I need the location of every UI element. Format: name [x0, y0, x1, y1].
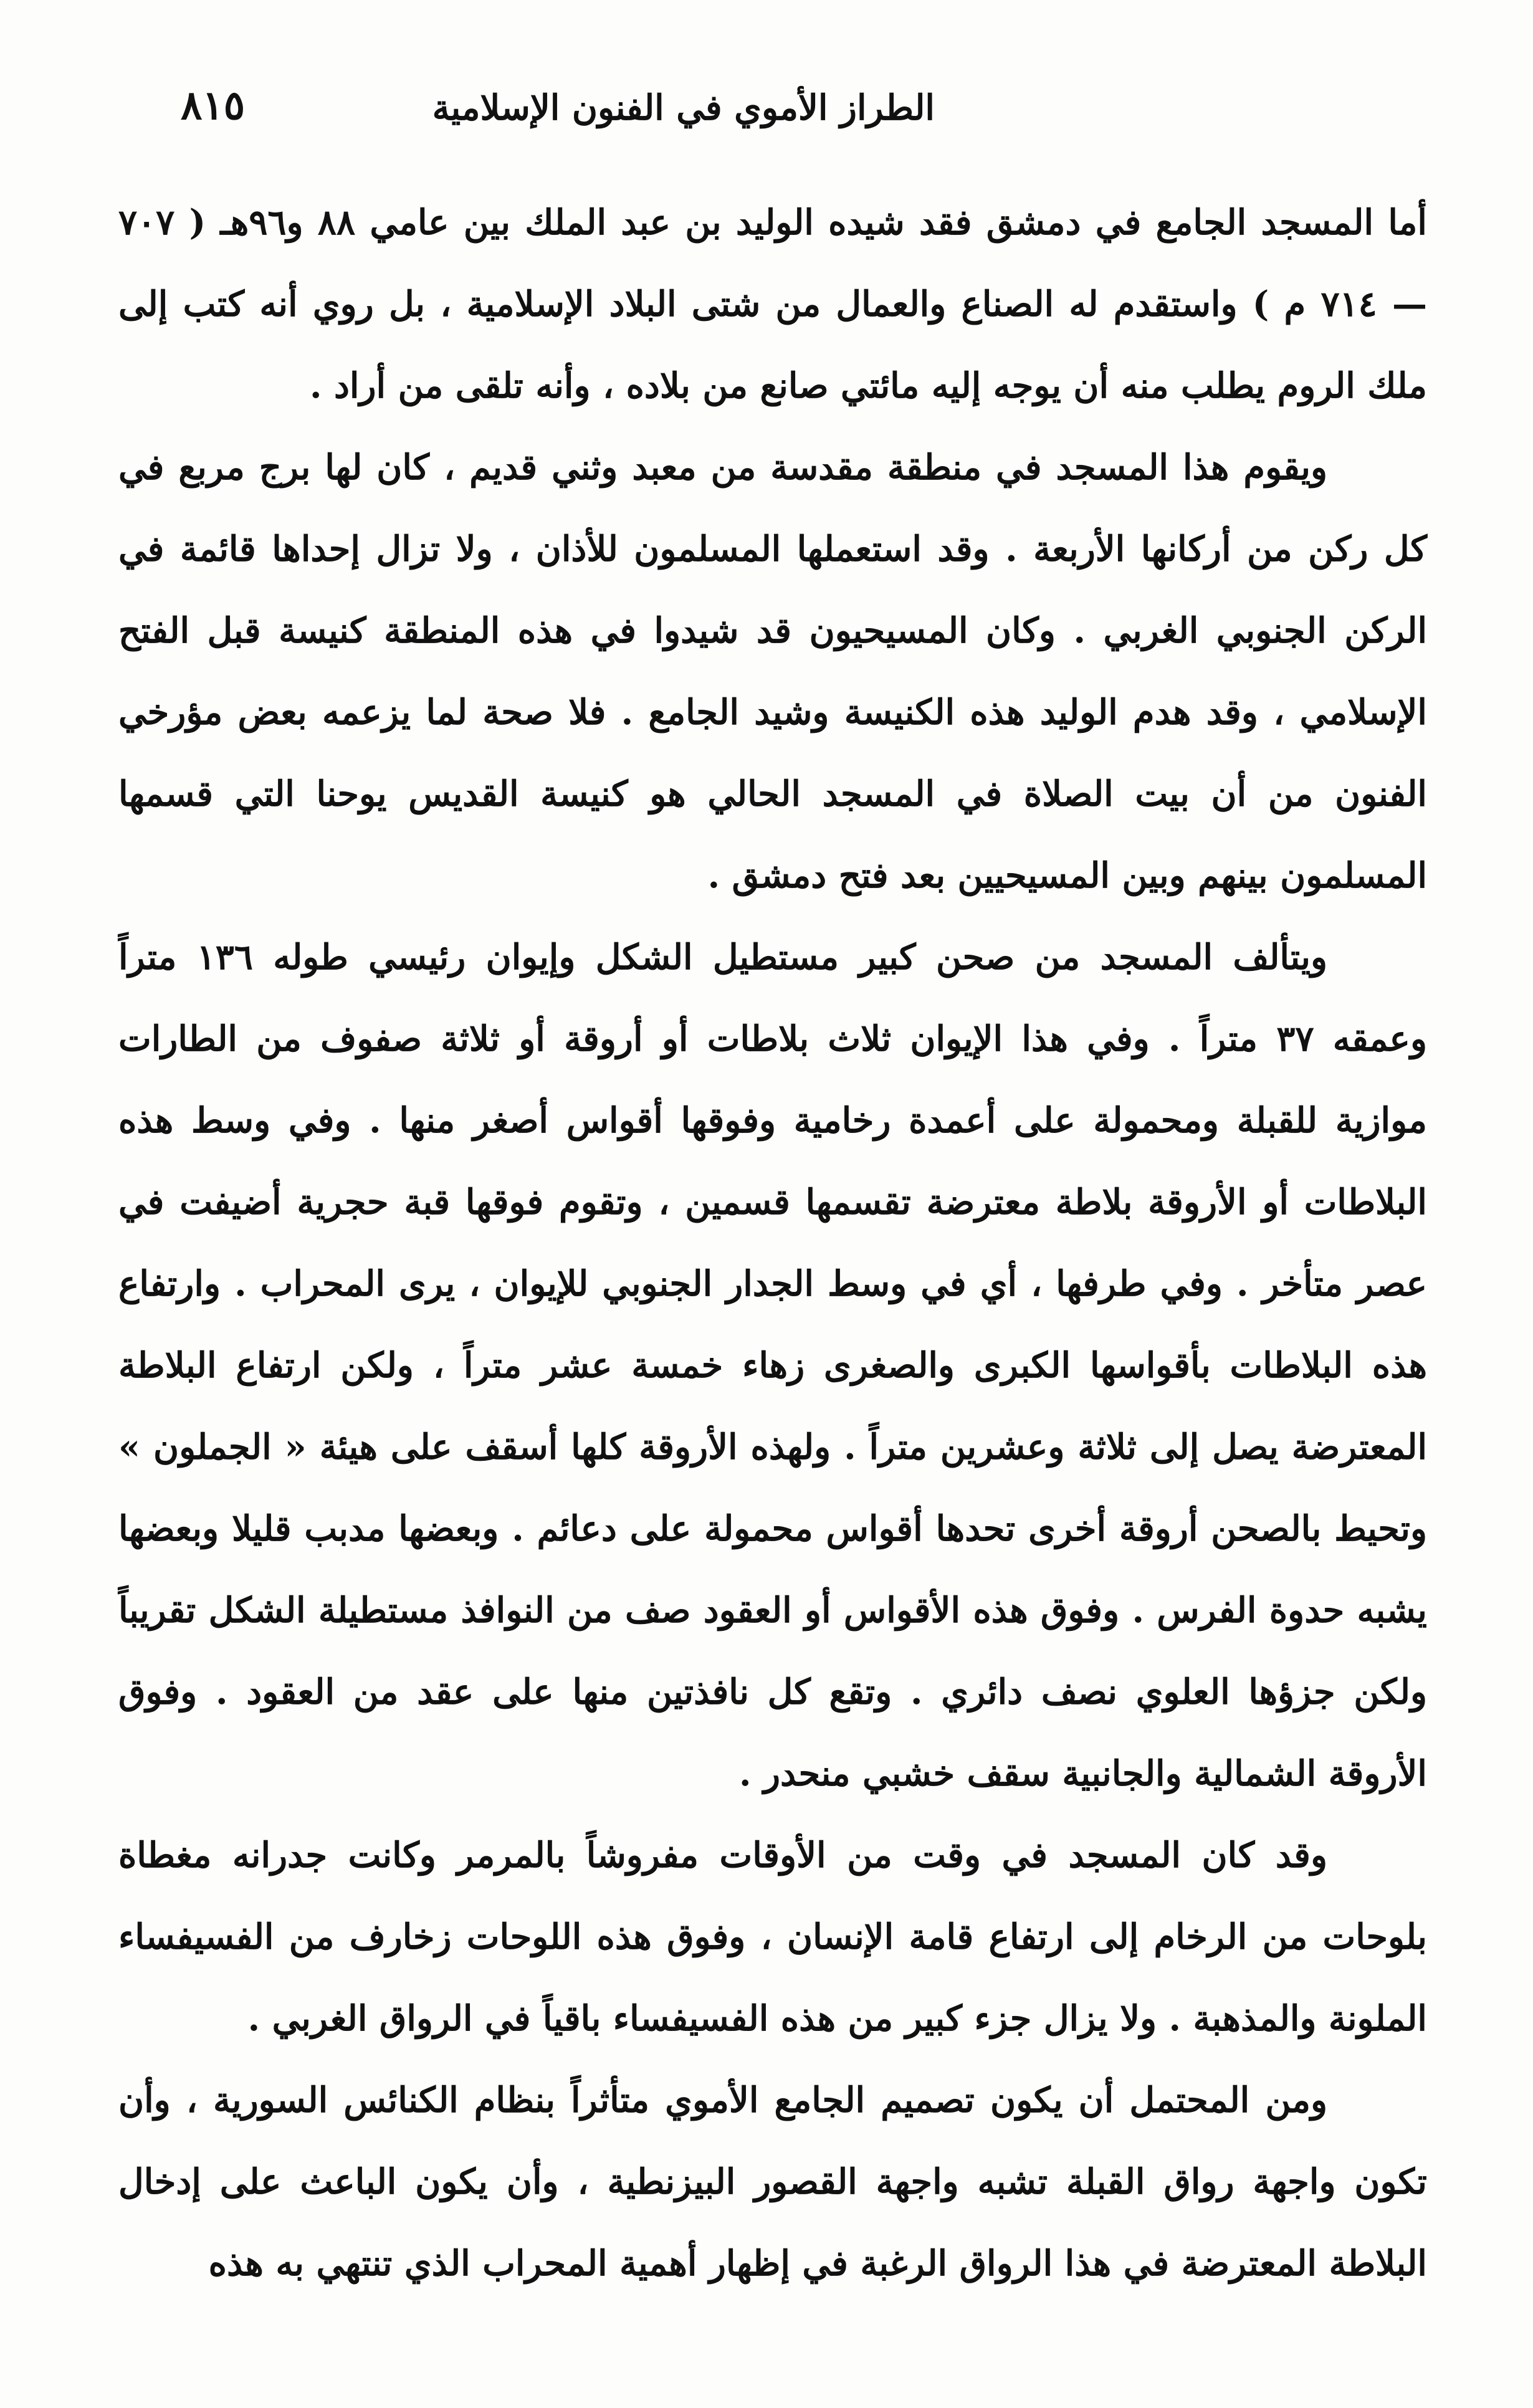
page-number: ٨١٥ [181, 82, 246, 129]
paragraph: أما المسجد الجامع في دمشق فقد شيده الوليد بن عبد الملك بين عامي ٨٨ و٩٦هـ ( ٧٠٧ — ٧١٤ م ) واستقدم له الصناع والعمال من شتى البلاد الإسلامية ، بل روي أنه كتب إلى ملك الروم يطلب منه أن يوجه إليه مائتي صانع من بلاده ، وأنه تلقى من أراد . [118, 202, 1427, 406]
body-text [118, 182, 1427, 2305]
paragraph: ويقوم هذا المسجد في منطقة مقدسة من معبد وثني قديم ، كان لها برج مربع في كل ركن من أركانها الأربعة . وقد استعملها المسلمون للأذان ، ولا تزال إحداها قائمة في الركن الجنوبي الغربي . وكان المسيحيون قد شيدوا في هذه المنطقة كنيسة قبل الفتح الإسلامي ، وقد هدم الوليد هذه الكنيسة وشيد الجامع . فلا صحة لما يزعمه بعض مؤرخي الفنون من أن بيت الصلاة في المسجد الحالي هو كنيسة القديس يوحنا التي قسمها المسلمون بينهم وبين المسيحيين بعد فتح دمشق . [118, 447, 1428, 896]
paragraph: ويتألف المسجد من صحن كبير مستطيل الشكل وإيوان رئيسي طوله ١٣٦ متراً وعمقه ٣٧ متراً . وفي هذا الإيوان ثلاث بلاطات أو أروقة أو ثلاثة صفوف من الطارات موازية للقبلة ومحمولة على أعمدة رخامية وفوقها أقواس أصغر منها . وفي وسط هذه البلاطات أو الأروقة بلاطة معترضة تقسمها قسمين ، وتقوم فوقها قبة حجرية أضيفت في عصر متأخر . وفي طرفها ، أي في وسط الجدار الجنوبي للإيوان ، يرى المحراب . وارتفاع هذه البلاطات بأقواسها الكبرى والصغرى زهاء خمسة عشر متراً ، ولكن ارتفاع البلاطة المعترضة يصل إلى ثلاثة وعشرين متراً . ولهذه الأروقة كلها أسقف على هيئة « الجملون » وتحيط بالصحن أروقة أخرى تحدها أقواس محمولة على دعائم . وبعضها مدبب قليلا وبعضها يشبه حدوة الفرس . وفوق هذه الأقواس أو العقود صف من النوافذ مستطيلة الشكل تقريباً ولكن جزؤها العلوي نصف دائري . وتقع كل نافذتين منها على عقد من العقود . وفوق الأروقة الشمالية والجانبية سقف خشبي منحدر . [118, 937, 1427, 1794]
paragraph: ومن المحتمل أن يكون تصميم الجامع الأموي متأثراً بنظام الكنائس السورية ، وأن تكون واجهة رواق القبلة تشبه واجهة القصور البيزنطية ، وأن يكون الباعث على إدخال البلاطة المعترضة في هذا الرواق الرغبة في إظهار أهمية المحراب الذي تنتهي به هذه [118, 2080, 1427, 2284]
paragraph: وقد كان المسجد في وقت من الأوقات مفروشاً بالمرمر وكانت جدرانه مغطاة بلوحات من الرخام إلى ارتفاع قامة الإنسان ، وفوق هذه اللوحات زخارف من الفسيفساء الملونة والمذهبة . ولا يزال جزء كبير من هذه الفسيفساء باقياً في الرواق الغربي . [118, 1835, 1427, 2039]
running-title: الطراز الأموي في الفنون الإسلامية [432, 87, 935, 128]
page-header [112, 82, 1421, 143]
